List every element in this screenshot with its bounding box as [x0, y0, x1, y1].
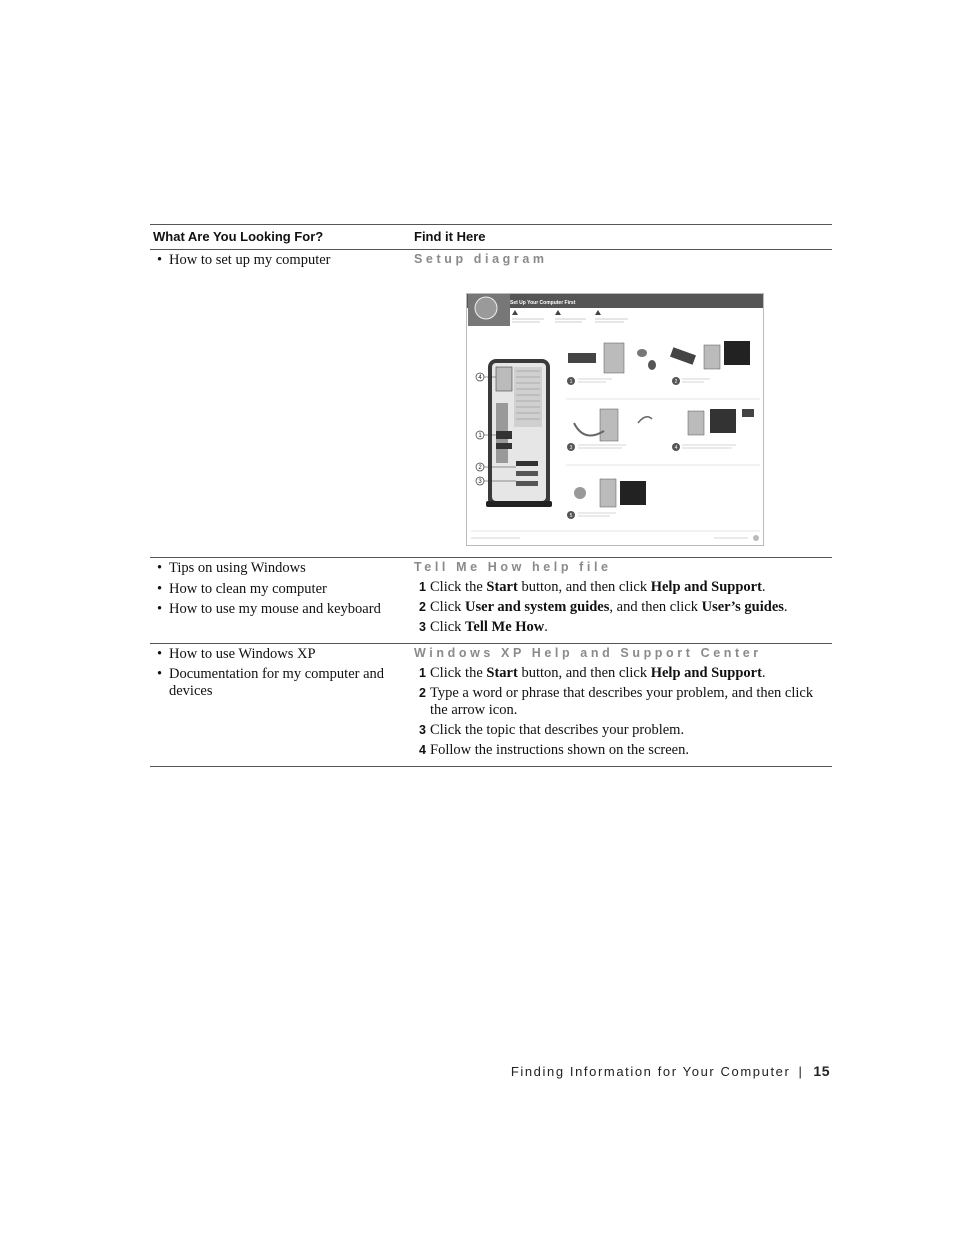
step-2: 2 Type a word or phrase that describes your problem, and then click the arrow icon.: [419, 685, 814, 718]
table-row: [150, 558, 832, 644]
row-items: [154, 252, 404, 269]
brand-logo-icon: [475, 297, 497, 319]
panel-step-3: 3: [569, 445, 573, 451]
row-items: [154, 560, 404, 618]
list-item: • Tips on using Windows: [154, 560, 404, 577]
list-item: • How to clean my computer: [154, 581, 404, 598]
panel-step-5: 5: [569, 513, 573, 519]
step-3: 3 Click Tell Me How.: [419, 619, 548, 635]
list-item: • How to set up my computer: [154, 252, 404, 269]
table-row: [150, 250, 832, 558]
callout-3: 3: [478, 479, 482, 485]
section-title: Setup diagram: [414, 252, 548, 266]
footer-separator: |: [798, 1064, 804, 1079]
footer-title: Finding Information for Your Computer: [510, 1064, 791, 1079]
row-content: [414, 252, 828, 552]
callout-1: 1: [478, 433, 482, 439]
banner-title: Set Up Your Computer First: [510, 300, 576, 306]
callout-4: 4: [478, 375, 482, 381]
list-item: • How to use my mouse and keyboard: [154, 601, 404, 618]
row-content: [414, 646, 828, 759]
info-table: [150, 224, 832, 767]
callout-2: 2: [478, 465, 482, 471]
section-title: Tell Me How help file: [414, 560, 612, 574]
start-button-ref: Start: [486, 579, 518, 595]
table-header: [150, 224, 832, 250]
section-title: Windows XP Help and Support Center: [414, 646, 762, 660]
help-and-support-ref: Help and Support: [650, 579, 762, 595]
users-guides-ref: User’s guides: [701, 599, 784, 615]
step-3: 3 Click the topic that describes your problem.: [419, 722, 685, 738]
step-2: 2 Click User and system guides, and then click User’s guides.: [419, 599, 788, 615]
row-items: [154, 646, 404, 700]
panel-step-4: 4: [674, 445, 678, 451]
computer-tower-illustration: [486, 359, 552, 507]
list-item: • Documentation for my computer and devices: [154, 666, 404, 700]
tell-me-how-ref: Tell Me How: [465, 619, 545, 635]
page-number: 15: [813, 1063, 830, 1079]
col-header-looking-for: What Are You Looking For?: [153, 229, 324, 244]
step-1: 1 Click the Start button, and then click Help and Support.: [419, 665, 766, 681]
page-footer: [511, 1063, 830, 1079]
panel-step-2: 2: [674, 379, 678, 385]
col-header-find-it-here: Find it Here: [414, 229, 486, 244]
panel-step-1: 1: [569, 379, 573, 385]
table-row: [150, 644, 832, 767]
setup-diagram-image: [466, 293, 764, 546]
list-item: • How to use Windows XP: [154, 646, 404, 663]
step-1: 1 Click the Start button, and then click Help and Support.: [419, 579, 766, 595]
help-and-support-ref: Help and Support: [650, 665, 762, 681]
row-content: [414, 560, 828, 636]
user-and-system-guides-ref: User and system guides: [465, 599, 610, 615]
step-4: 4 Follow the instructions shown on the screen.: [419, 742, 689, 758]
start-button-ref: Start: [486, 665, 518, 681]
